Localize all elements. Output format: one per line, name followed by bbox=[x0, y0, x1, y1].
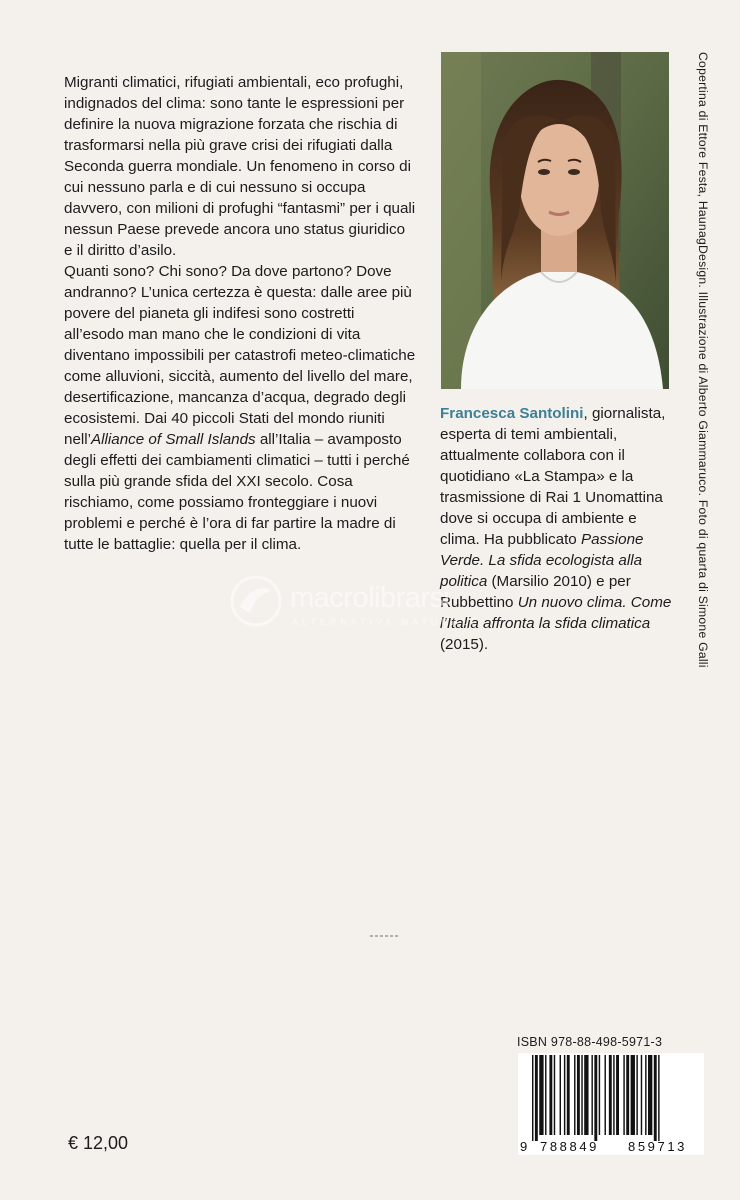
barcode-bar bbox=[605, 1055, 606, 1135]
barcode-bar bbox=[654, 1055, 657, 1141]
barcode-bar bbox=[599, 1055, 600, 1135]
barcode-bar bbox=[616, 1055, 619, 1135]
barcode-bar bbox=[574, 1055, 575, 1135]
cover-credits bbox=[696, 52, 728, 668]
barcode-bar bbox=[631, 1055, 635, 1135]
barcode-bar bbox=[645, 1055, 646, 1135]
book-title-1: Passione Verde. La sfida ecologista alla politica bbox=[440, 531, 644, 590]
barcode-bar bbox=[554, 1055, 555, 1135]
author-portrait-illustration bbox=[441, 52, 669, 389]
barcode-bar bbox=[567, 1055, 570, 1135]
barcode-first-digit: 9 bbox=[520, 1139, 528, 1154]
barcode-bar bbox=[613, 1055, 614, 1135]
credits-text: Copertina di Ettore Festa, HaunagDesign. Illustrazione di Alberto Giammaruco. Foto di quarta di Simone Galli bbox=[696, 52, 710, 668]
barcode-bar bbox=[636, 1055, 637, 1135]
description-text: Quanti sono? Chi sono? Da dove partono? Dove andranno? L’unica certezza è questa: dalle aree più povere del pianeta gli indifesi sono costretti all’esodo man mano che le condizioni di vita diventano impossibili per catastrofi meteo-climatiche come alluvioni, siccità, aumento del livello del mare, desertificazione, mancanza d’acqua, degrado degli ecosistemi. Dai 40 piccoli Stati del mondo riuniti nell’ bbox=[64, 263, 416, 448]
author-name: Francesca Santolini bbox=[440, 405, 584, 422]
barcode-bar bbox=[623, 1055, 624, 1135]
author-bio-text: , giornalista, esperta di temi ambientali, attualmente collabora con il quotidiano «La Stampa» e la trasmissione di Rai 1 Unomattina dove si occupa di ambiente e clima. Ha pubblicato bbox=[440, 405, 666, 548]
barcode-bar bbox=[539, 1055, 543, 1135]
barcode bbox=[518, 1053, 704, 1155]
isbn: ISBN 978-88-498-5971-3 bbox=[517, 1035, 663, 1049]
barcode-bar bbox=[577, 1055, 580, 1135]
barcode-bar bbox=[532, 1055, 533, 1141]
barcode-bar bbox=[658, 1055, 659, 1141]
barcode-bar bbox=[564, 1055, 565, 1135]
barcode-bar bbox=[560, 1055, 561, 1135]
print-smudge bbox=[370, 934, 400, 938]
book-description bbox=[64, 72, 416, 555]
watermark-logo-icon bbox=[228, 573, 284, 629]
barcode-bar bbox=[581, 1055, 582, 1135]
author-bio-text: (Marsilio 2010) e per Rubbettino bbox=[440, 573, 631, 611]
barcode-bar bbox=[545, 1055, 546, 1135]
description-text: all’Italia – avamposto degli effetti dei cambiamenti climatici – tutti i perché sulla più grande sfida del XXI secolo. Cosa rischiamo, come possiamo fronteggiare i nuovi problemi e perché è l’ora di far partire la madre di tutte le battaglie: quella per il clima. bbox=[64, 431, 410, 553]
price: € 12,00 bbox=[68, 1133, 129, 1153]
description-paragraph-1: Migranti climatici, rifugiati ambientali, eco profughi, indignados del clima: sono tante le espressioni per definire la nuova migrazione forzata che rischia di trasformarsi nella più grave crisi dei rifugiati dalla Seconda guerra mondiale. Un fenomeno in corso di cui nessuno parla e di cui nessuno si occupa davvero, con milioni di profughi “fantasmi” per i quali nessun Paese prevede ancora uno status giuridico e il diritto d’asilo. bbox=[64, 74, 416, 259]
author-photo bbox=[441, 52, 669, 389]
book-title-2: Un nuovo clima. Come l’Italia affronta la sfida climatica bbox=[440, 594, 672, 632]
barcode-bar bbox=[609, 1055, 612, 1135]
watermark-brand: macrolibrarsi bbox=[290, 582, 450, 614]
alliance-title: Alliance of Small Islands bbox=[91, 431, 256, 448]
barcode-digits-left: 788849 bbox=[540, 1139, 599, 1154]
barcode-digits-right: 859713 bbox=[628, 1139, 687, 1154]
barcode-bar bbox=[549, 1055, 552, 1135]
barcode-bar bbox=[641, 1055, 642, 1135]
barcode-bar bbox=[626, 1055, 629, 1135]
barcode-bar bbox=[648, 1055, 652, 1135]
barcode-bar bbox=[535, 1055, 538, 1141]
barcode-bar bbox=[591, 1055, 592, 1135]
author-bio-text: (2015). bbox=[440, 636, 489, 653]
watermark-tagline: ALTERNATIVA NATURALE bbox=[292, 617, 481, 627]
barcode-bar bbox=[584, 1055, 588, 1135]
description-paragraph-2 bbox=[64, 261, 416, 555]
barcode-bar bbox=[594, 1055, 597, 1141]
watermark bbox=[228, 573, 488, 631]
